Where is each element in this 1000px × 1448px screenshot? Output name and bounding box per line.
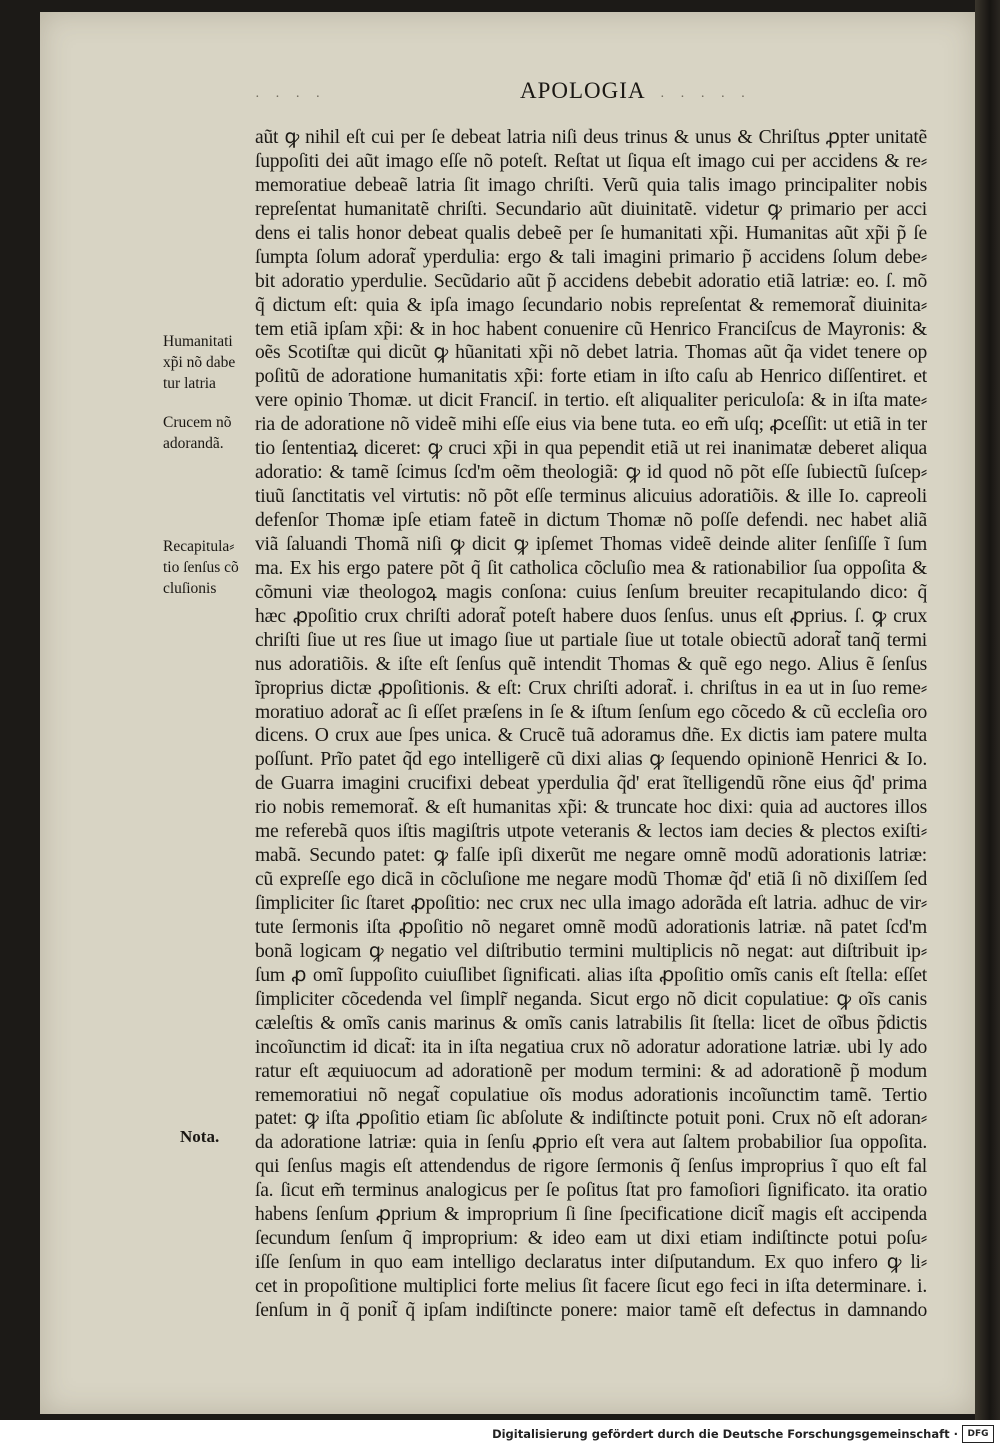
text-line: ſimpliciter ſic ſtaret ꝓpoſitio: nec crux nec ulla imago adorãda eſt latria. adhuc de vir⸗ (255, 893, 927, 914)
text-line: ſum ꝓ omĩ ſuppoſito cuiuſlibet ſignificati. alias iſta ꝓpoſitio omĩs canis eſt ſtella: eſſet (255, 964, 927, 986)
text-line: tem etiã ipſam xp̃i: & in hoc habent conuenire cũ Henrico Franciſcus de Mayronis: & (255, 318, 927, 340)
text-line: bonã logicam ꝙ negatio vel diſtributio termini multiplicis nõ negat: aut diſtribuit ip⸗ (255, 940, 927, 962)
margin-note-nota (180, 1126, 272, 1147)
text-line: chriſti ſiue ut res ſiue ut imago ſiue ut partiale ſiue ut totale obiectũ adorat̃ tanq̃ termi (255, 629, 927, 651)
margin-note-line: cluſionis (163, 580, 217, 597)
margin-note-line: tio ſenſus cõ (163, 559, 239, 576)
text-line: rememoratiui nõ negat̃ copulatiue oĩs modus adorationis incoĩunctim tamẽ. Tertio (255, 1084, 927, 1106)
text-line: ſimpliciter cõcedenda vel ſimplr̃ neganda. Sicut ergo nõ dicit copulatiue: ꝙ oĩs canis (255, 988, 927, 1010)
text-line: dicens. O crux aue ſpes unica. & Crucẽ tuã adoramus dñe. Ex dictis iam patere multa (255, 725, 927, 747)
margin-note-humanitati (163, 331, 255, 394)
text-line: cũ expreſſe ego dicã in cõcluſione me negare modũ Thomæ q̃d' etiã ſi nõ dixiſſem ſed (255, 869, 927, 891)
running-head-ornament-left: · · · · (255, 90, 327, 105)
running-head: APOLOGIA (520, 78, 646, 103)
text-line: patet: ꝙ iſta ꝓpoſitio etiam ſic abſolute & indiſtincte potuit poni. Crux nõ eſt adoran⸗ (255, 1108, 927, 1130)
text-line: q̃ dictum eſt: quia & ipſa imago ſecundario nobis repreſentat & rememorat̃ diuinita⸗ (255, 294, 927, 316)
footer-bar (0, 1420, 1000, 1448)
body-text-block (255, 126, 927, 1323)
text-line: ſumpta ſolum adorat̃ yperdulia: ergo & tali imagini primario p̃ accidens ſolum debe⸗ (255, 246, 927, 268)
text-line: poſſunt. Prĩo patet q̃d ego intelligerẽ cũ dixi alias ꝙ ſequendo opinionẽ Henrici & Io. (255, 749, 927, 771)
text-line: defenſor Thomæ ipſe etiam fateẽ in dictum Thomæ nõ poſſe defendi. nec habet aliã (255, 510, 927, 531)
text-line: ma. Ex his ergo patere põt q̃ ſit catholica cõcluſio mea & rationabilior ſua oppoſita & (255, 557, 927, 579)
text-line: viã ſaluandi Thomã niſi ꝙ dicit ꝙ ipſemet Thomas videẽ deinde aliter ſenſiſſe ĩ ſum (255, 533, 927, 555)
text-line: habens ſenſum ꝓprium & improprium ſi ſine ſpecificatione dicit̃ magis eſt accipenda (255, 1204, 927, 1226)
margin-note-line: xp̃i nõ dabe (163, 354, 236, 371)
text-line: moratiuo adorat̃ ac ſi eſſet præſens in ſe & iſtum ſenſum ego cõcedo & cũ eccleſia oro (255, 701, 927, 723)
text-line: qui ſenſus magis eſt attendendus de rigore ſermonis q̃ ſenſus improprius ĩ quo eſt fal (255, 1156, 927, 1178)
text-line: vere opinio Thomæ. ut dicit Franciſ. in tertio. eſt aliqualiter periculoſa: & in iſta mate⸗ (255, 390, 927, 412)
margin-note-line: Crucem nõ (163, 414, 232, 431)
text-line: cæleſtis & omĩs canis marinus & omĩs canis latrabilis ſit ſtella: licet de oĩbus p̃dictis (255, 1012, 927, 1034)
text-line: tio ſententiaꝝ diceret: ꝙ cruci xp̃i in qua pependit etiã ut rei inanimatæ deberet aliqua (255, 438, 927, 460)
text-line: oẽs Scotiſtæ qui dicũt ꝙ hũanitati xp̃i nõ debet latria. Thomas aũt q̃a videt tenere op (255, 342, 927, 364)
text-line: tute ſermonis iſta ꝓpoſitio nõ negaret omnẽ modũ adorationis latriæ. nã patet ſcd'm (255, 916, 927, 938)
text-line: poſitũ de adoratione humanitatis xp̃i: forte etiam in iſto caſu ab Henrico diſſentiret. et (255, 366, 927, 388)
text-line: ſecundum ſenſum q̃ improprium: & ideo eam ut dixi etiam indiſtincte potui poſu⸗ (255, 1228, 927, 1250)
text-line: ĩproprius dictæ ꝓpoſitionis. & eſt: Crux chriſti adorat̃. i. chriſtus in ea ut in ſuo reme⸗ (255, 677, 927, 699)
book-spine (975, 0, 1000, 1420)
text-line: ſenſum in q̃ ponit̃ q̃ ipſam indiſtincte ponere: maior tamẽ eſt defectus in damnando (255, 1299, 927, 1321)
margin-note-line: adorandã. (163, 435, 224, 452)
text-line: hæc ꝓpoſitio crux chriſti adorat̃ poteſt habere duos ſenſus. unus eſt ꝓprius. ſ. ꝙ crux (255, 605, 927, 627)
footer-credit: Digitalisierung gefördert durch die Deutsche Forschungsgemeinschaft · (492, 1427, 958, 1441)
text-line: incoĩunctim id dicat̃: ita in iſta negatiua crux nõ adoratur adoratione latriæ. ubi ly ado (255, 1036, 927, 1058)
text-line: mabã. Secundo patet: ꝙ falſe ipſi dixerũt me negare omnẽ modũ adorationis latriæ: (255, 845, 927, 867)
text-line: nus adoratiõis. & iſte eſt ſenſus quẽ intendit Thomas & quẽ ego nego. Alius ẽ ſenſus (255, 653, 927, 675)
text-line: memoratiue debeaẽ latria ſit imago chriſti. Verũ quia talis imago principaliter nobis (255, 174, 927, 196)
text-line: ſa. ſicut em̃ terminus analogicus per ſe poſitus ſtat pro famoſiori ſignificato. ita oratio (255, 1180, 927, 1202)
text-line: cet in propoſitione multiplici forte melius ſit facere ſicut ego feci in iſta determinare. i. (255, 1276, 927, 1297)
text-line: ratur eſt æquiuocum ad adorationẽ per modum termini: & ad adorationẽ p̃ modum (255, 1060, 927, 1082)
text-line: tiuũ ſanctitatis vel virtutis: nõ põt eſſe terminus alicuius adoratiõis. & ille Io. capreoli (255, 486, 927, 508)
text-line: iſſe ſenſum in quo eam intelligo declaratus inter diſputandum. Ex quo infero ꝙ li⸗ (255, 1252, 927, 1274)
margin-note-recapitulatio (163, 536, 255, 599)
text-line: adoratio: & tamẽ ſcimus ſcd'm oẽm theologiã: ꝙ id quod nõ põt eſſe ſubiectũ ſuſcep⸗ (255, 462, 927, 484)
text-line: bit adoratio yperdulie. Secũdario aũt p̃ accidens debebit adoratio etiã latriæ: eo. ſ. mõ (255, 270, 927, 292)
text-line: me referebã quos iſtis magiſtris utpote veteranis & lectos iam decies & plectos exiſti⸗ (255, 821, 927, 843)
margin-note-line: Humanitati (163, 333, 233, 350)
dfg-logo: DFG (962, 1425, 994, 1443)
running-head-ornament-right: · · · · · (660, 90, 752, 105)
text-line: aũt ꝙ nihil eſt cui per ſe debeat latria niſi deus trinus & unus & Chriſtus ꝓpter unitatẽ (255, 127, 927, 148)
text-line: cõmuni viæ theologoꝝ magis conſona: cuius ſenſum breuiter recapitulando dico: q̃ (255, 581, 927, 603)
margin-note-line: Recapitula⸗ (163, 538, 235, 555)
text-line: rio nobis rememorat̃. & eſt humanitas xp̃i: & truncate hoc dixi: quia ad auctores illos (255, 797, 927, 819)
margin-note-crucem (163, 412, 255, 454)
text-line: da adoratione latriæ: quia in ſenſu ꝓprio eſt vera aut ſaltem probabilior ſua oppoſita. (255, 1132, 927, 1154)
text-line: ria de adoratione nõ videẽ mihi eſſe eius via bene tuta. eo em̃ uſq; ꝓceſſit: ut etiã in ter (255, 414, 927, 436)
margin-note-line: Nota. (180, 1127, 220, 1146)
text-line: dens ei talis honor debeat qualis debeẽ per ſe humanitati xp̃i. Humanitas aũt xp̃i p̃ ſe (255, 222, 927, 244)
text-line: de Guarra imagini crucifixi debeat yperdulia q̃d' erat ĩtelligendũ rõne eius q̃d' prima (255, 773, 927, 795)
margin-note-line: tur latria (163, 375, 216, 392)
text-line: repreſentat humanitatẽ chriſti. Secundario aũt diuinitatẽ. videtur ꝙ primario per acci (255, 198, 927, 220)
text-line: ſuppoſiti dei aũt imago eſſe nõ poteſt. Reſtat ut ſiqua eſt imago cui per accidens & re⸗ (255, 150, 927, 172)
